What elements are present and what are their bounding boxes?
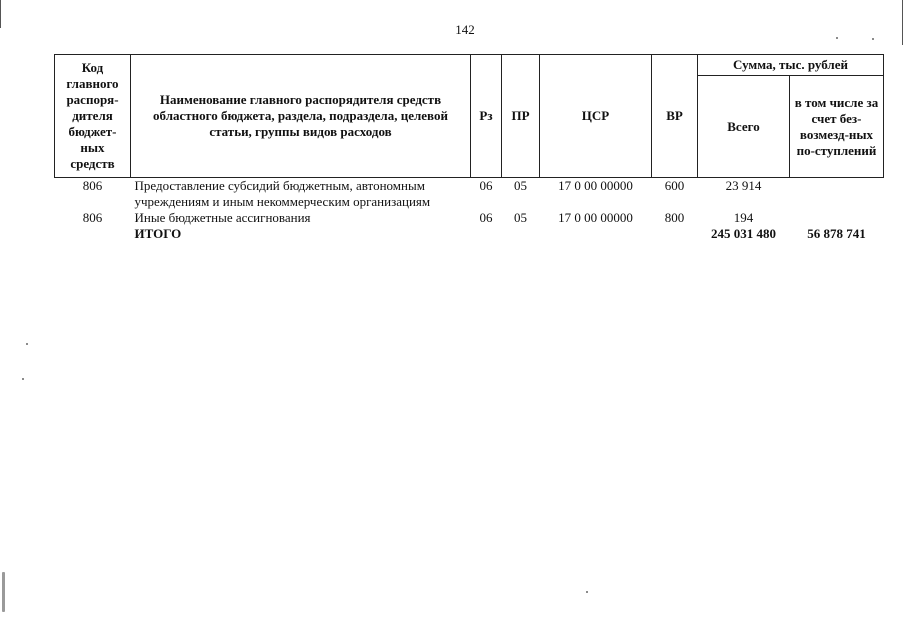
total-pr: [502, 226, 540, 242]
header-name: Наименование главного распорядителя средств областного бюджета, раздела, подраздела, целевой статьи, группы видов расходов: [131, 55, 471, 178]
table-row: [55, 178, 884, 211]
header-rz: Рз: [471, 55, 502, 178]
table-header: [55, 55, 884, 178]
header-total: Всего: [698, 76, 790, 178]
row-gratuitous: [790, 178, 884, 211]
scan-speck: [26, 343, 28, 345]
total-vr: [652, 226, 698, 242]
row-rz: 06: [479, 178, 493, 193]
scan-speck: [586, 591, 588, 593]
header-code: Код главного распоря-дителя бюджет-ных средств: [55, 55, 131, 178]
table-body: [55, 178, 884, 243]
scan-speck: [836, 37, 838, 39]
scan-speck: [2, 572, 5, 612]
row-code: 806: [82, 210, 103, 225]
row-code: 806: [82, 178, 103, 193]
row-gratuitous: [790, 210, 884, 226]
row-vr: 600: [664, 178, 685, 193]
header-row-top: [55, 55, 884, 76]
row-rz: 06: [479, 210, 493, 225]
table-row: [55, 210, 884, 226]
row-pr: 05: [514, 210, 527, 225]
header-amount: Сумма, тыс. рублей: [698, 55, 884, 76]
row-csr: 17 0 00 00000: [558, 178, 633, 193]
total-row: [55, 226, 884, 242]
row-total: 23 914: [725, 178, 762, 193]
header-vr: ВР: [652, 55, 698, 178]
total-gratuitous: 56 878 741: [807, 226, 866, 241]
header-csr: ЦСР: [540, 55, 652, 178]
row-csr: 17 0 00 00000: [558, 210, 633, 225]
total-sum: 245 031 480: [711, 226, 776, 241]
row-vr: 800: [664, 210, 685, 225]
scan-speck: [872, 38, 874, 40]
page-number: 142: [455, 22, 475, 37]
header-pr: ПР: [502, 55, 540, 178]
budget-table: [54, 54, 884, 242]
total-code: [55, 226, 131, 242]
scan-speck: [22, 378, 24, 380]
row-name: Предоставление субсидий бюджетным, автономным учреждениям и иным некоммерческим организациям: [134, 178, 431, 209]
row-total: 194: [733, 210, 754, 225]
row-name: Иные бюджетные ассигнования: [134, 210, 311, 225]
header-gratuitous: в том числе за счет без-возмезд-ных по-ступлений: [790, 76, 884, 178]
total-label: ИТОГО: [134, 226, 182, 241]
total-csr: [540, 226, 652, 242]
row-pr: 05: [514, 178, 527, 193]
total-rz: [471, 226, 502, 242]
